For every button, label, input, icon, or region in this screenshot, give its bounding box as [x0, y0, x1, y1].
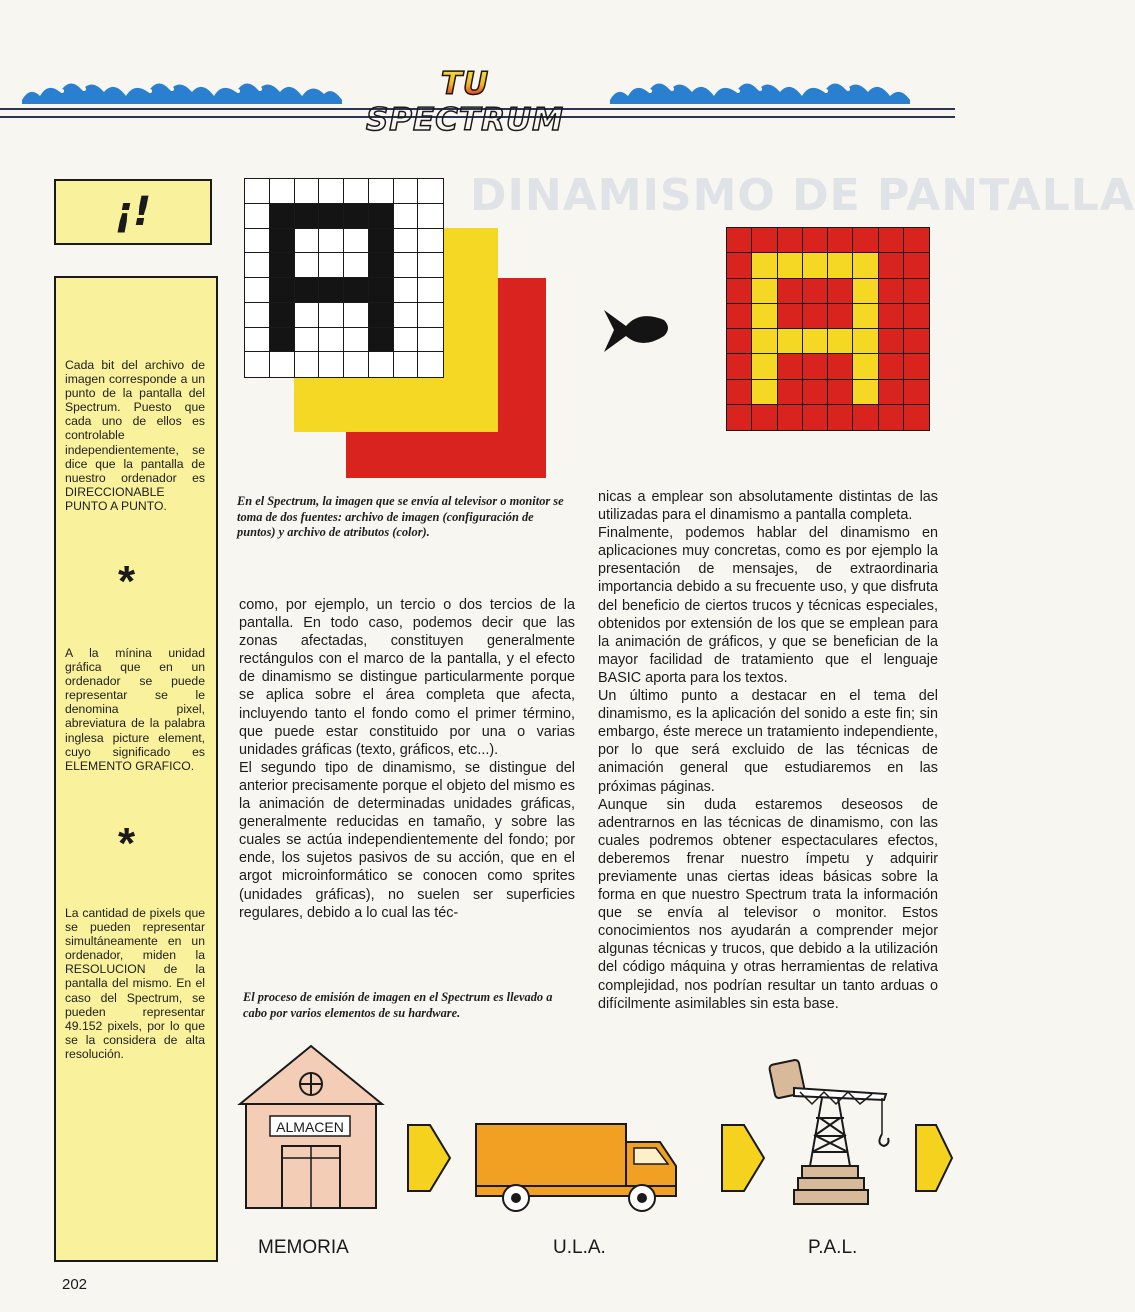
pixel-cell: [394, 278, 419, 303]
pixel-cell: [853, 354, 878, 379]
crane-pal-icon: [764, 1048, 894, 1208]
body-column-2: [598, 488, 938, 1013]
pixel-cell: [904, 405, 929, 430]
sidebar-separator-2: *: [118, 819, 136, 868]
pixel-cell: [803, 279, 828, 304]
pixel-cell: [394, 229, 419, 254]
pixel-cell: [394, 253, 419, 278]
pixel-cell: [295, 303, 320, 328]
pixel-cell: [727, 253, 752, 278]
pixel-cell: [803, 380, 828, 405]
pixel-cell: [853, 279, 878, 304]
pixel-cell: [418, 352, 443, 377]
pixel-cell: [319, 253, 344, 278]
pixel-cell: [344, 328, 369, 353]
pixel-cell: [727, 405, 752, 430]
truck-ula-icon: [472, 1118, 690, 1218]
pixel-cell: [295, 253, 320, 278]
sidebar-paragraph-1: Cada bit del archivo de imagen corresponde a un punto de la pantalla del Spectrum. Puesto que cada uno de ellos es controlable independientemente, se dice que la pantalla de nuestro ordenador es DIRECCIONABLE PUNTO A PUNTO.: [65, 358, 205, 513]
pixel-cell: [319, 179, 344, 204]
pixel-cell: [245, 278, 270, 303]
pixel-cell: [904, 253, 929, 278]
flow-arrow-1-icon: [406, 1123, 452, 1193]
pixel-cell: [418, 179, 443, 204]
pixel-cell: [295, 179, 320, 204]
pixel-cell: [778, 253, 803, 278]
pixel-cell: [778, 405, 803, 430]
pixel-cell: [319, 204, 344, 229]
pixel-cell: [394, 352, 419, 377]
pixel-cell: [418, 253, 443, 278]
pixel-cell: [319, 303, 344, 328]
pixel-cell: [904, 304, 929, 329]
pixel-cell: [778, 380, 803, 405]
pixel-cell: [727, 380, 752, 405]
pixel-cell: [245, 303, 270, 328]
pixel-cell: [319, 328, 344, 353]
pixel-cell: [270, 328, 295, 353]
pixel-cell: [803, 253, 828, 278]
pixel-cell: [904, 354, 929, 379]
pixel-cell: [828, 228, 853, 253]
pixel-cell: [394, 204, 419, 229]
pixel-cell: [853, 405, 878, 430]
pixel-cell: [369, 328, 394, 353]
pixel-cell: [394, 179, 419, 204]
pixel-cell: [828, 279, 853, 304]
pixel-cell: [778, 304, 803, 329]
pixel-cell: [270, 278, 295, 303]
pixel-cell: [803, 354, 828, 379]
pixel-cell: [245, 352, 270, 377]
pixel-cell: [270, 229, 295, 254]
pixel-cell: [319, 352, 344, 377]
pixel-cell: [853, 304, 878, 329]
label-memoria: MEMORIA: [258, 1237, 349, 1258]
page-number: 202: [62, 1276, 88, 1293]
pixel-cell: [879, 380, 904, 405]
pixel-cell: [270, 303, 295, 328]
pixel-cell: [245, 204, 270, 229]
sidebar-paragraph-2: A la mínina unidad gráfica que en un ordenador se puede representar se le denomina pixel, abreviatura de la palabra inglesa picture element, cuyo significado es ELEMENTO GRAFICO.: [65, 646, 205, 773]
pixel-cell: [803, 329, 828, 354]
warehouse-sign: ALMACEN: [276, 1119, 344, 1135]
sidebar-title: ¡!: [54, 179, 212, 245]
pixel-cell: [295, 229, 320, 254]
pixel-cell: [727, 279, 752, 304]
label-ula: U.L.A.: [553, 1237, 606, 1258]
pixel-cell: [803, 304, 828, 329]
pixel-cell: [828, 253, 853, 278]
pixel-cell: [418, 278, 443, 303]
pixel-cell: [778, 279, 803, 304]
pixel-cell: [394, 303, 419, 328]
pixel-cell: [752, 253, 777, 278]
pixel-cell: [803, 405, 828, 430]
pixel-cell: [853, 329, 878, 354]
body-column-2-text: nicas a emplear son absolutamente distintas de las utilizadas para el dinamismo a pantalla completa. Finalmente, podemos hablar del dinamismo en aplicaciones muy concretas, como es por ejemplo la presentación de mensajes, de extraordinaria importancia debido a su frecuente uso, y que disfruta del beneficio de ciertos trucos y técnicas especiales, obtenidos por extensión de los que se emplean para la animación de gráficos, y que se benefician de la mayor facilidad de tratamiento que el lenguaje BASIC aporta para los textos. Un último punto a destacar en el tema del dinamismo, es la aplicación del sonido a este fin; sin embargo, éste merece un tratamiento independiente, por lo que será excluido de las técnicas de animación general que estudiaremos en las próximas páginas. Aunque sin duda estaremos deseosos de adentrarnos en las técnicas de dinamismo, con las cuales podremos obtener espectaculares efectos, deberemos frenar nuestro ímpetu y adquirir previamente unas ciertas ideas básicas sobre la forma en que nuestro Spectrum trata la información que se envía al televisor o monitor. Estos conocimientos nos ayudarán a comprender mejor algunas técnicas y trucos, que debido a la utilización del código máquina y otras herramientas de relativa complejidad, nos podrían resultar un tanto arduas o difícilmente asimilables sin esta base.: [598, 489, 938, 1012]
pixel-cell: [828, 304, 853, 329]
pixel-cell: [344, 253, 369, 278]
pixel-cell: [369, 352, 394, 377]
pixel-cell: [418, 303, 443, 328]
pixel-cell: [394, 328, 419, 353]
pixel-cell: [904, 279, 929, 304]
body-column-1-text: como, por ejemplo, un tercio o dos tercios de la pantalla. En todo caso, podemos decir que las zonas afectadas, constituyen generalmente rectángulos con el marco de la pantalla, y el efecto de dinamismo se distingue particularmente porque se aplica sobre el área completa que afecta, incluyendo tanto el fondo como el primer término, que puede estar constituido por una o varias unidades gráficas (texto, gráficos, etc...). El segundo tipo de dinamismo, se distingue del anterior precisamente porque el objeto del mismo es la animación de determinadas unidades gráficas, generalmente reducidas en tamaño, y sobre las cuales se actúa independientemente del fondo; por ende, los sujetos pasivos de su acción, que en el argot microinformático se conocen como sprites (unidades gráficas), no suelen ser superficies regulares, debido a lo cual las téc-: [239, 597, 575, 921]
color-grid-letter-a: [726, 227, 930, 431]
pixel-cell: [319, 278, 344, 303]
pixel-cell: [853, 380, 878, 405]
pixel-cell: [369, 204, 394, 229]
pixel-cell: [752, 354, 777, 379]
header-wave-left-icon: [22, 72, 342, 106]
pixel-cell: [270, 253, 295, 278]
pixel-cell: [270, 179, 295, 204]
pixel-cell: [245, 328, 270, 353]
pixel-cell: [418, 328, 443, 353]
pixel-cell: [245, 179, 270, 204]
pixel-cell: [752, 304, 777, 329]
pixel-cell: [295, 352, 320, 377]
pixel-cell: [879, 279, 904, 304]
body-column-1: [239, 596, 575, 922]
pixel-cell: [828, 380, 853, 405]
pixel-cell: [778, 228, 803, 253]
sidebar-paragraph-3: La cantidad de pixels que se pueden representar simultáneamente en un ordenador, miden la RESOLUCION de la pantalla del mismo. En el caso del Spectrum, se pueden representar 49.152 pixels, por lo que se la considera de alta resolución.: [65, 906, 205, 1061]
pixel-cell: [344, 352, 369, 377]
pixel-cell: [295, 204, 320, 229]
pixel-cell: [344, 278, 369, 303]
header-title: TU SPECTRUM: [352, 66, 578, 106]
combine-arrow-icon: [602, 302, 672, 358]
pixel-cell: [752, 329, 777, 354]
pixel-cell: [752, 380, 777, 405]
pixel-cell: [904, 380, 929, 405]
pixel-cell: [727, 329, 752, 354]
pixel-cell: [344, 229, 369, 254]
pixel-cell: [752, 228, 777, 253]
flow-arrow-3-icon: [914, 1123, 954, 1193]
pixel-cell: [904, 329, 929, 354]
pixel-cell: [418, 204, 443, 229]
bitmap-grid-letter-a: [244, 178, 444, 378]
pixel-cell: [727, 228, 752, 253]
pixel-cell: [369, 303, 394, 328]
pixel-cell: [344, 179, 369, 204]
pixel-cell: [853, 253, 878, 278]
pixel-cell: [752, 279, 777, 304]
pixel-cell: [369, 278, 394, 303]
pixel-cell: [369, 229, 394, 254]
pixel-cell: [727, 304, 752, 329]
pixel-cell: [319, 229, 344, 254]
figure-caption-top: En el Spectrum, la imagen que se envía al televisor o monitor se toma de dos fuentes: archivo de imagen (configuración de puntos) y archivo de atributos (color).: [237, 494, 564, 539]
pixel-cell: [270, 352, 295, 377]
pixel-cell: [295, 328, 320, 353]
figure-caption-bottom: El proceso de emisión de imagen en el Spectrum es llevado a cabo por varios elementos de su hardware.: [243, 990, 553, 1020]
pixel-cell: [828, 405, 853, 430]
pixel-cell: [727, 354, 752, 379]
pixel-cell: [245, 253, 270, 278]
pixel-cell: [245, 229, 270, 254]
header-wave-right-icon: [610, 72, 910, 106]
pixel-cell: [778, 329, 803, 354]
pixel-cell: [879, 253, 904, 278]
pixel-cell: [879, 354, 904, 379]
pixel-cell: [828, 354, 853, 379]
pixel-cell: [778, 354, 803, 379]
pixel-cell: [344, 204, 369, 229]
pixel-cell: [344, 303, 369, 328]
pixel-cell: [369, 179, 394, 204]
pixel-cell: [418, 229, 443, 254]
pixel-cell: [879, 228, 904, 253]
pixel-cell: [879, 405, 904, 430]
pixel-cell: [879, 329, 904, 354]
flow-arrow-2-icon: [720, 1123, 766, 1193]
background-bleed-title: DINAMISMO DE PANTALLA: [470, 170, 1135, 221]
pixel-cell: [853, 228, 878, 253]
pixel-cell: [803, 228, 828, 253]
pixel-cell: [904, 228, 929, 253]
sidebar-separator-1: *: [118, 557, 136, 606]
pixel-cell: [752, 405, 777, 430]
label-pal: P.A.L.: [808, 1237, 858, 1258]
pixel-cell: [295, 278, 320, 303]
pixel-cell: [828, 329, 853, 354]
pixel-cell: [369, 253, 394, 278]
pixel-cell: [270, 204, 295, 229]
pixel-cell: [879, 304, 904, 329]
